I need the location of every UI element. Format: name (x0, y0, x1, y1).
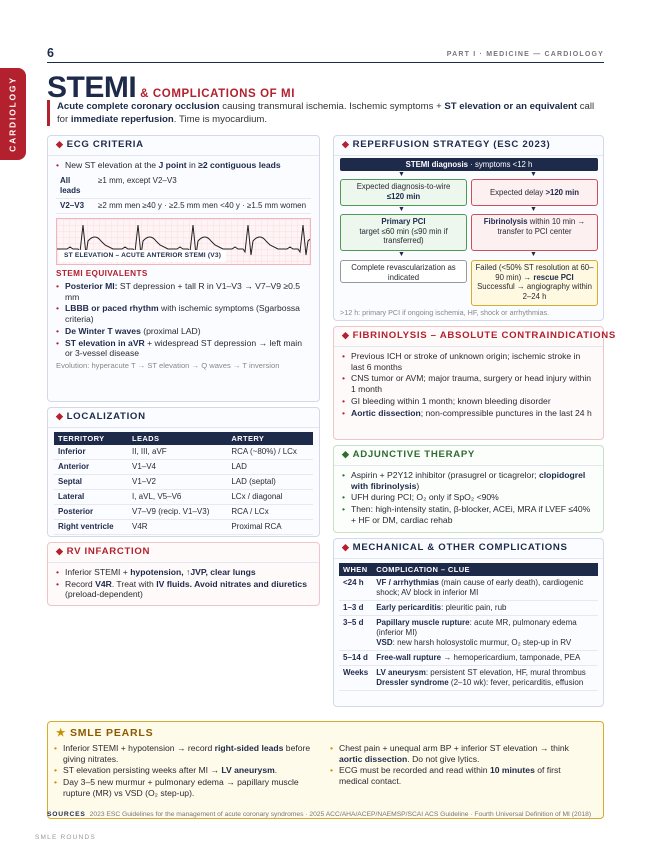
lead-cell: V2–V3 (56, 198, 94, 213)
localization-title: LOCALIZATION (66, 411, 146, 422)
rv-title: RV INFARCTION (66, 546, 151, 557)
t: + widespread ST depression → left main or 3-vessel disease (65, 337, 303, 359)
t: Posterior MI: (65, 280, 118, 291)
intro-text-6: . Time is myocardium. (173, 114, 268, 126)
cell: RCA / LCx (227, 505, 313, 520)
fibrinolysis-title: FIBRINOLYSIS – ABSOLUTE CONTRAINDICATIONS (352, 330, 617, 341)
table-header-row (54, 432, 313, 445)
list-item (330, 743, 592, 764)
complications-card (333, 538, 604, 707)
cell: LAD (227, 460, 313, 475)
table-row (339, 666, 598, 691)
diamond-icon: ◆ (342, 542, 350, 552)
t: ECG must be recorded and read within (339, 765, 490, 776)
t: 10 minutes (489, 765, 535, 776)
clue-cell (372, 666, 598, 691)
chapter-side-tab (0, 68, 26, 160)
flow-delay-box (471, 179, 598, 206)
pearls-heading (48, 722, 603, 743)
intro-bold-3: ST elevation or an equivalent (444, 101, 578, 112)
t: before giving nitrates. (63, 743, 311, 764)
ecg-criteria-main (56, 160, 311, 171)
t: right-sided leads (214, 743, 284, 753)
cell: Lateral (54, 490, 128, 505)
flow-revascularization-box (340, 260, 467, 283)
t: LV aneurysm (221, 765, 275, 776)
t: V4R (95, 578, 112, 589)
cell: LCx / diagonal (227, 490, 313, 505)
arrow-down-icon: ▼ (530, 206, 537, 213)
adjunctive-therapy-card (333, 445, 604, 533)
t: LV aneurysm (376, 668, 426, 678)
intro-paragraph (47, 100, 603, 126)
t: VF / arrhythmias (376, 578, 439, 588)
list-item (54, 743, 316, 764)
title-sub: & COMPLICATIONS OF MI (140, 88, 296, 100)
t: Dressler syndrome (376, 678, 449, 688)
diamond-icon: ◆ (56, 139, 64, 149)
t: (preload-dependent) (65, 589, 143, 600)
localization-table (54, 432, 313, 535)
table-row (54, 445, 313, 460)
reperfusion-note: >12 h: primary PCI if ongoing ischemia, HF, shock or arrhythmias. (340, 308, 550, 317)
t: IV fluids. Avoid nitrates and diuretics (156, 578, 307, 589)
complications-heading (334, 539, 603, 559)
smle-pearls-box (47, 721, 604, 819)
cell: Proximal RCA (227, 520, 313, 535)
list-item: • CNS tumor or AVM; major trauma, surgery or head injury within 1 month (342, 373, 595, 394)
t: VSD (376, 638, 393, 648)
t: aortic dissection (339, 753, 408, 764)
list-item (56, 326, 311, 337)
equivalents-heading: STEMI EQUIVALENTS (56, 268, 148, 278)
ecg-strip (56, 218, 311, 265)
table-row (54, 490, 313, 505)
reperfusion-heading (334, 136, 603, 156)
t: Primary PCI (381, 217, 426, 226)
clue-cell (372, 601, 598, 616)
t: Free-wall rupture (376, 653, 442, 663)
t: LBBB or paced rhythm (65, 303, 159, 314)
flow-rescue-box (471, 260, 598, 306)
list-item (56, 338, 311, 359)
t: · symptoms <12 h (468, 160, 533, 169)
col-header: LEADS (128, 432, 227, 445)
table-row (56, 198, 311, 213)
cell: I, aVL, V5–V6 (128, 490, 227, 505)
diamond-icon: ◆ (342, 330, 350, 340)
diamond-icon: ◆ (56, 546, 64, 556)
footer-label: SMLE ROUNDS (35, 834, 96, 841)
list-item: • UFH during PCI; O₂ only if SpO₂ <90% (342, 492, 595, 503)
t: Aspirin + P2Y12 inhibitor (prasugrel or ticagrelor; (351, 469, 539, 480)
table-header-row (339, 563, 598, 576)
sources-text: 2023 ESC Guidelines for the management of acute coronary syndromes · 2025 ACC/AHA/ACEP/NAEMSP/SCAI ACS Guideline · Fourth Universal Definition of MI (2018) (89, 811, 592, 818)
cell: Anterior (54, 460, 128, 475)
fibrinolysis-heading (334, 327, 617, 347)
ecg-criteria-card (47, 135, 320, 402)
table-row (54, 505, 313, 520)
table-row (54, 460, 313, 475)
t: >120 min (545, 188, 580, 197)
t: Day 3–5 new murmur + pulmonary edema → papillary muscle rupture (MR) vs VSD (O₂ step-up). (63, 777, 299, 798)
t: . Treat with (111, 578, 157, 589)
table-row (339, 576, 598, 601)
flow-primary-pci-box (340, 214, 467, 251)
table-row (339, 601, 598, 616)
t: Inferior STEMI + hypotension → record (63, 743, 215, 753)
criterion-cell: ≥1 mm, except V2–V3 (94, 174, 311, 199)
cell: V7–V9 (recip. V1–V3) (128, 505, 227, 520)
ecg-threshold-table (56, 174, 311, 214)
col-header: TERRITORY (54, 432, 128, 445)
col-header: WHEN (339, 563, 372, 576)
cell: Inferior (54, 445, 128, 460)
list-item (330, 765, 592, 786)
localization-heading (48, 408, 319, 428)
t3: in (186, 159, 199, 170)
list-item (342, 408, 595, 419)
t: of first medical contact. (339, 765, 561, 787)
cell: Posterior (54, 505, 128, 520)
intro-text-4: call for (57, 101, 595, 126)
cell: RCA (~80%) / LCx (227, 445, 313, 460)
list-item: • GI bleeding within 1 month; known bleeding disorder (342, 396, 595, 407)
t: De Winter T waves (65, 325, 141, 336)
t: ) (416, 480, 420, 491)
fibrinolysis-contraindications-card (333, 326, 617, 440)
list-item: • Previous ICH or stroke of unknown origin; ischemic stroke in last 6 months (342, 351, 595, 372)
running-head: PART I · MEDICINE — CARDIOLOGY (446, 51, 604, 58)
rv-infarction-card (47, 542, 320, 606)
t: Early pericarditis (376, 603, 442, 613)
reperfusion-card (333, 135, 604, 321)
arrow-down-icon: ▼ (398, 251, 405, 258)
star-icon: ★ (56, 727, 67, 739)
pearls-title: SMLE PEARLS (69, 727, 154, 739)
t: Expected delay (489, 188, 546, 197)
intro-bold-5: immediate reperfusion (70, 114, 174, 126)
arrow-down-icon: ▼ (530, 171, 537, 178)
page-number: 6 (47, 46, 54, 60)
clue-cell (372, 616, 598, 651)
t: (main cause of early death), cardiogenic shock; AV block in inferior MI (376, 578, 584, 598)
t: with ischemic symptoms (Sgarbossa criteria) (65, 303, 300, 325)
t: Fibrinolysis (483, 217, 528, 226)
t: . (274, 765, 278, 776)
cell: Septal (54, 475, 128, 490)
table-row (339, 651, 598, 666)
diamond-icon: ◆ (342, 449, 350, 459)
list-item (56, 579, 311, 600)
when-cell: 1–3 d (339, 601, 372, 616)
table-row (54, 520, 313, 535)
list-item (56, 281, 311, 302)
complications-title: MECHANICAL & OTHER COMPLICATIONS (352, 542, 568, 553)
when-cell: <24 h (339, 576, 372, 601)
arrow-down-icon: ▼ (398, 171, 405, 178)
intro-bold-1: Acute complete coronary occlusion (57, 101, 220, 112)
sources-label: SOURCES (47, 811, 86, 818)
t: (2–10 wk): fever, pericarditis, effusion (448, 678, 584, 688)
clue-cell (372, 576, 598, 601)
when-cell: 3–5 d (339, 616, 372, 651)
t4: ≥2 contiguous leads (198, 159, 281, 170)
diamond-icon: ◆ (56, 411, 64, 421)
diamond-icon: ◆ (342, 139, 350, 149)
clue-cell (372, 651, 598, 666)
arrow-down-icon: ▼ (530, 251, 537, 258)
cell: Right ventricle (54, 520, 128, 535)
side-tab-label: CARDIOLOGY (7, 76, 18, 152)
t: : persistent ST elevation, HF, mural thrombus (425, 668, 586, 678)
list-item: • Then: high-intensity statin, β-blocker, ACEi, MRA if LVEF ≤40% + HF or DM, cardiac rehab (342, 504, 595, 525)
t: Complete revascularization as indicated (351, 263, 456, 282)
rv-infarction-heading (48, 543, 319, 563)
t: . Do not give lytics. (407, 753, 480, 764)
t: Successful → angiography within 2–24 h (477, 282, 592, 302)
cell: V1–V2 (128, 475, 227, 490)
complications-table (339, 563, 598, 691)
ecg-criteria-heading (48, 136, 319, 156)
t: ≤120 min (386, 191, 421, 201)
ecg-criteria-title: ECG CRITERIA (66, 139, 144, 150)
localization-card (47, 407, 320, 537)
t2: J point (158, 159, 187, 170)
criterion-cell: ≥2 mm men ≥40 y · ≥2.5 mm men <40 y · ≥1.5 mm women (94, 198, 311, 213)
t: Papillary muscle rupture (376, 618, 470, 628)
t: ST elevation in aVR (65, 337, 145, 348)
when-cell: 5–14 d (339, 651, 372, 666)
list-item (54, 777, 316, 798)
adjunctive-title: ADJUNCTIVE THERAPY (352, 449, 476, 460)
t: : acute MR, pulmonary edema (inferior MI) (376, 618, 577, 638)
col-header: ARTERY (227, 432, 313, 445)
arrow-down-icon: ▼ (398, 206, 405, 213)
cell: V4R (128, 520, 227, 535)
list-item (342, 470, 595, 491)
table-row (54, 475, 313, 490)
t: rescue PCI (533, 272, 574, 282)
flow-pci-timing-box (340, 179, 467, 206)
intro-text-2: causing transmural ischemia. Ischemic symptoms + (219, 101, 445, 112)
cell: V1–V4 (128, 460, 227, 475)
col-header: COMPLICATION – CLUE (372, 563, 598, 576)
table-row (56, 174, 311, 199)
t: Aortic dissection (351, 407, 421, 418)
t: → hemopericardium, tamponade, PEA (441, 653, 581, 663)
cell: LAD (septal) (227, 475, 313, 490)
t: Record (65, 578, 96, 589)
evolution-note: Evolution: hyperacute T → ST elevation → Q waves → T inversion (56, 361, 280, 371)
t: : new harsh holosystolic murmur, O₂ step-up in RV (392, 638, 572, 648)
reperfusion-title: REPERFUSION STRATEGY (ESC 2023) (352, 139, 551, 150)
t: target ≤60 min (≤90 min if transferred) (359, 226, 448, 246)
ecg-strip-caption: ST ELEVATION – ACUTE ANTERIOR STEMI (V3) (59, 250, 226, 262)
flow-fibrinolysis-box (471, 214, 598, 251)
list-item (54, 765, 316, 776)
sources-line (47, 811, 591, 819)
list-item (56, 567, 311, 578)
equivalents-list (56, 281, 311, 359)
t: ; non-compressible punctures in the last 24 h (420, 407, 592, 418)
list-item (56, 303, 311, 324)
t: Failed (<50% ST resolution at 60–90 min) → (475, 263, 594, 282)
t: : pleuritic pain, rub (441, 603, 507, 613)
title-main: STEMI (47, 71, 137, 104)
t: Chest pain + unequal arm BP + inferior ST elevation → think (339, 743, 569, 753)
t: Inferior STEMI + (65, 566, 131, 577)
t: (proximal LAD) (140, 325, 201, 336)
t: clopidogrel with fibrinolysis (351, 469, 586, 491)
when-cell: Weeks (339, 666, 372, 691)
pearls-right-column (330, 743, 592, 788)
t: STEMI diagnosis (405, 160, 469, 169)
t1: New ST elevation at the (65, 159, 159, 170)
adjunctive-heading (334, 446, 603, 466)
t: Expected diagnosis-to-wire (356, 182, 451, 191)
cell: II, III, aVF (128, 445, 227, 460)
flow-start-box (340, 158, 598, 171)
t: ST depression + tall R in V1–V3 → V7–V9 ≥0.5 mm (65, 280, 301, 302)
lead-cell: All leads (56, 174, 94, 199)
t: ST elevation persisting weeks after MI → (63, 765, 222, 776)
t: hypotension, ↑JVP, clear lungs (130, 566, 256, 577)
pearls-left-column (54, 743, 316, 800)
t: within 10 min → transfer to PCI center (497, 217, 586, 236)
table-row (339, 616, 598, 651)
header-rule (47, 62, 604, 63)
